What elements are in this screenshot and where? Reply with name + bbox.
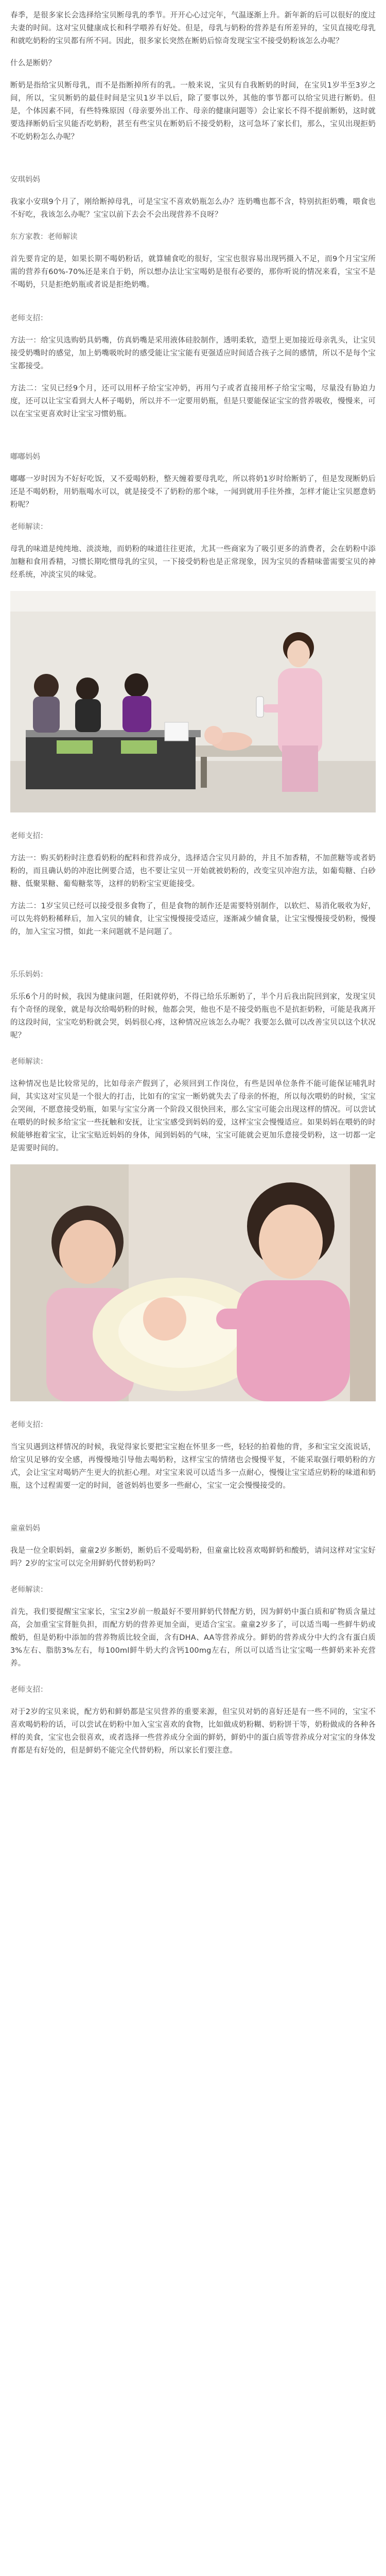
asker-name: 乐乐妈妈： [10,971,48,979]
expert-title: 老师解读： [10,1058,48,1066]
mother-baby-photo [10,1164,376,1401]
expert-title: 东方家教：老师解读 [10,233,78,241]
tip-label: 老师支招： [10,314,48,323]
tip-label: 老师支招： [10,832,48,840]
asker-question: 我家小安琪9个月了，刚给断掉母乳，可是宝宝不喜欢奶瓶怎么办？连奶嘴也都不含，特别抗拒奶嘴，喂食也不好吃，我该怎么办呢？宝宝以前下去会不会出现营养不良呀？ [10,198,376,219]
expert-title: 老师解读： [10,523,48,531]
tip-text: 当宝贝遇到这样情况的时候，我觉得家长要把宝宝抱在怀里多一些，轻轻的拍着他的背，多和宝宝交流说话，给宝贝足够的安全感，再慢慢地引导他去喝奶粉，这样宝宝的情绪也会慢慢平复，不能采取强行喂奶粉的方式，会让宝宝对喝奶产生更大的抗拒心理。对宝宝来说可以适当多一点耐心，慢慢让宝宝适应奶粉的味道和奶瓶，这个过程需要一定的时间，爸爸妈妈也要多一些耐心，宝宝一定会慢慢接受的。 [10,1443,376,1490]
asker-name: 嘟嘟妈妈 [10,453,40,461]
tip-method-2: 方法二：1岁宝贝已经可以接受很多食物了，但是食物的制作还是需要特别制作，以软烂、易消化吸收为好，可以先将奶粉稀释后，加入宝贝的辅食，让宝宝慢慢接受适应，逐渐减少辅食量，让宝宝慢慢接受奶粉，慢慢的，加入宝宝习惯，如此一来问题就不是问题了。 [10,902,376,936]
asker-question: 嘟嘟一岁时因为不好好吃饭，又不爱喝奶粉，整天缠着要母乳吃，所以将奶1岁时给断奶了，但是发现断奶后还是不喝奶粉，用奶瓶喝水可以，就是接受不了奶粉的那个味，一闻到就用手往外推，怎样才能让宝贝愿意奶粉呢？ [10,475,376,509]
classroom-photo [10,591,376,812]
asker-name: 安琪妈妈 [10,176,40,184]
asker-question: 乐乐6个月的时候，我因为健康问题，任阳就停奶，不得已给乐乐断奶了，半个月后我出院回到家，发现宝贝有个奇怪的现象，就是每次给喝奶粉的时候，他都会哭，他也不是不接受奶瓶也不是抗拒奶粉，可能是我离开的这段时间，宝宝吃奶粉就会哭，妈妈很心疼，这种情况应该怎么办呢？我要怎么做可以改善宝贝以这个状况呢？ [10,993,376,1040]
expert-title: 老师解读： [10,1586,48,1594]
tip-method-1: 方法一：购买奶粉时注意看奶粉的配料和营养成分，选择适合宝贝月龄的，并且不加香精，不加蔗糖等或者奶粉的，而且确认奶的冲泡比例要合适，也不要让宝贝一开始就被奶粉的，改变宝贝冲泡方法，如葡萄糖、白砂糖、低聚果糖、葡萄糖浆等，这样的奶粉宝宝更能接受。 [10,854,376,888]
expert-answer: 首先要肯定的是，如果长期不喝奶粉话，就算辅食吃的很好，宝宝也很容易出现钙摄入不足，而9个月宝宝所需的营养有60%-70%还是来自于奶，所以想办法让宝宝喝奶是很有必要的，那你听说的情况来看，宝宝不是不喝奶，只是拒绝奶瓶或者说是拒绝奶嘴。 [10,255,376,289]
definition-paragraph: 断奶是指给宝贝断母乳，而不是指断掉所有的乳。一般来说，宝贝有自我断奶的时间，在宝贝1岁半至3岁之间，所以，宝贝断奶的最佳时间是宝贝1岁半以后，除了要事以外，其他的事节都可以给宝贝进行断奶。但是，个体因素不同，有些特殊原因（母亲要外出工作、母亲的健康问题等）会让家长不得不提前断奶，这时就要选择断奶后宝贝能否吃奶粉，甚至有些宝贝在断奶后不接受奶粉，这可急坏了家长们，那么，宝贝出现拒奶不吃奶粉怎么办呢？ [10,81,376,141]
tip-method-1: 方法一：给宝贝选购奶具奶嘴，仿真奶嘴是采用液体硅胶制作，透明柔软，造型上更加接近母亲乳头，让宝贝接受奶嘴时的感觉，加上奶嘴吸吮时的感受能让宝宝能有更强适应时间适合孩子之间的感情，所以不是每个宝宝都接受。 [10,336,376,370]
asker-name: 童童妈妈 [10,1524,40,1533]
intro-paragraph: 春季，是很多家长会选择给宝贝断母乳的季节。开开心心过完年，气温逐渐上升。新年新的后可以很好的度过夫妻的时间。这对宝贝健康成长和科学喂养有好处。但是，母乳与奶粉的营养是有所差异的，宝贝直接吃母乳和就吃奶粉的宝贝都有所不同。因此，很多家长突然在断奶后惊奇发现宝宝不接受奶粉该怎么办呢？ [10,11,376,45]
asker-question: 我是一位全职妈妈，童童2岁多断奶，断奶后不爱喝奶粉，但童童比较喜欢喝鲜奶和酸奶，请问这样对宝宝好吗？2岁的宝宝可以完全用鲜奶代替奶粉吗？ [10,1547,376,1568]
intro-question: 什么是断奶？ [10,59,56,67]
tip-method-2: 方法二：宝贝已经9个月，还可以用杯子给宝宝冲奶，再用勺子或者直接用杯子给宝宝喝，尽量没有胁迫力度，还可以让宝宝看到大人杯子喝奶，所以并不一定要用奶瓶，但是只要能保证宝宝的营养吸收，慢慢来，可以在宝宝更喜欢时让宝宝习惯奶瓶。 [10,384,376,418]
expert-answer: 这种情况也是比较常见的，比如母亲产假到了，必须回到工作岗位，有些是因单位条件不能可能保证哺乳时间，其实这对宝贝是一个很大的打击，比如有的宝宝一断奶就失去了母亲的怀抱，所以每次喂奶的时候，宝宝会哭闹，不愿意接受奶瓶，如果与宝宝分离一个阶段又很快回来，那么宝宝可能会出现这样的情况。可以尝试在喂奶的时候多给宝宝一些抚触和安抚，让宝宝感受到妈妈的爱，这样宝宝会慢慢适应。如果妈妈在喂奶的时候能够抱着宝宝，让宝宝贴近妈妈的身体，闻到妈妈的气味，宝宝可能就会更加乐意接受奶粉，这一切都一定是需要时间的。 [10,1080,376,1153]
tip-text: 对于2岁的宝贝来说，配方奶和鲜奶都是宝贝营养的重要来源，但宝贝对奶的喜好还是有一些不同的，宝宝不喜欢喝奶粉的话，可以尝试在奶粉中加入宝宝喜欢的食物，比如做成奶粉糊、奶粉饼干等，奶粉做成的各种各样的美食，宝宝也会很喜欢，或者选择一些营养成分全面的鲜奶，鲜奶中的蛋白质等营养成分对宝宝的身体发育都是有好处的，但是鲜奶不能完全代替奶粉，所以家长们要注意。 [10,1708,376,1755]
tip-label: 老师支招： [10,1421,48,1429]
tip-label: 老师支招： [10,1686,48,1694]
expert-answer: 母乳的味道是纯纯地、淡淡地，而奶粉的味道往往更浓，尤其一些商家为了吸引更多的消费者，会在奶粉中添加糖和食用香精，习惯长期吃惯母乳的宝贝，一下接受奶粉也是正常现象，因为宝贝的香精味蕾需要宝贝的神经系统，冲淡宝贝的味觉。 [10,545,376,579]
expert-answer: 首先，我们要提醒宝宝家长，宝宝2岁前一般最好不要用鲜奶代替配方奶，因为鲜奶中蛋白质和矿物质含量过高，会加重宝宝肾脏负担，而配方奶的营养更加全面，更适合宝宝。童童2岁多了，可以适当喝一些鲜牛奶或酸奶，但是奶粉中添加的营养物质比较全面，含有DHA、AA等营养成分。鲜奶的营养成分中大约含有蛋白质3%左右、脂肪3%左右，每100ml鲜牛奶大约含钙100mg左右，所以可以适当让宝宝喝一些鲜奶来补充营养。 [10,1608,376,1668]
